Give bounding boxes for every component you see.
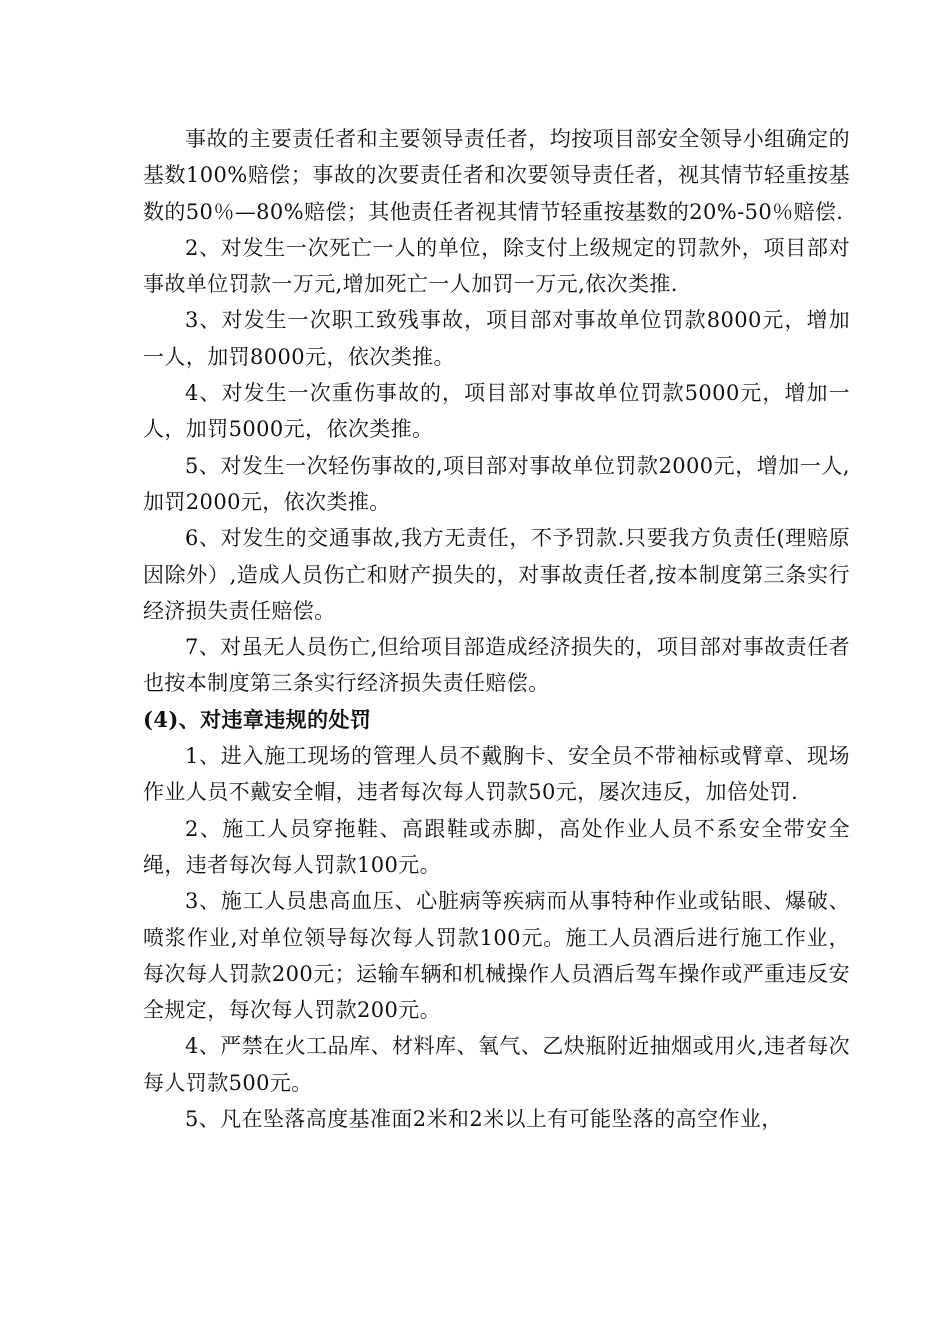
paragraph-item-5: 5、对发生一次轻伤事故的,项目部对事故单位罚款2000元，增加一人,加罚2000元，依次类推。 xyxy=(143,453,850,514)
violation-item-4: 4、严禁在火工品库、材料库、氧气、乙炔瓶附近抽烟或用火,违者每次每人罚款500元。 xyxy=(143,1034,850,1095)
violation-item-3: 3、施工人员患高血压、心脏病等疾病而从事特种作业或钻眼、爆破、喷浆作业,对单位领导每次每人罚款100元。施工人员酒后进行施工作业，每次每人罚款200元；运输车辆和机械操作人员酒后驾车操作或严重违反安全规定，每次每人罚款200元。 xyxy=(143,889,850,1023)
section-heading: (4)、对违章违规的处罚 xyxy=(143,706,372,732)
paragraph-compensation-basis: 事故的主要责任者和主要领导责任者，均按项目部安全领导小组确定的基数100%赔偿；事故的次要责任者和次要领导责任者，视其情节轻重按基数的50％—80%赔偿；其他责任者视其情节轻重按基数的20%-50％赔偿. xyxy=(143,127,850,224)
paragraph-item-7: 7、对虽无人员伤亡,但给项目部造成经济损失的，项目部对事故责任者也按本制度第三条实行经济损失责任赔偿。 xyxy=(143,635,850,696)
paragraph-item-4: 4、对发生一次重伤事故的，项目部对事故单位罚款5000元，增加一人，加罚5000元，依次类推。 xyxy=(143,381,850,442)
violation-item-1: 1、进入施工现场的管理人员不戴胸卡、安全员不带袖标或臂章、现场作业人员不戴安全帽，违者每次每人罚款50元，屡次违反，加倍处罚. xyxy=(143,744,850,805)
paragraph-item-3: 3、对发生一次职工致残事故，项目部对事故单位罚款8000元，增加一人，加罚8000元，依次类推。 xyxy=(143,308,850,369)
document-body xyxy=(143,121,850,1137)
paragraph-item-2: 2、对发生一次死亡一人的单位，除支付上级规定的罚款外，项目部对事故单位罚款一万元,增加死亡一人加罚一万元,依次类推. xyxy=(143,235,850,297)
violation-item-2: 2、施工人员穿拖鞋、高跟鞋或赤脚，高处作业人员不系安全带安全绳，违者每次每人罚款100元。 xyxy=(143,816,850,877)
violation-item-5: 5、凡在坠落高度基准面2米和2米以上有可能坠落的高空作业， xyxy=(185,1107,783,1132)
paragraph-item-6: 6、对发生的交通事故,我方无责任，不予罚款.只要我方负责任(理赔原因除外）,造成人员伤亡和财产损失的，对事故责任者,按本制度第三条实行经济损失责任赔偿。 xyxy=(143,526,850,623)
